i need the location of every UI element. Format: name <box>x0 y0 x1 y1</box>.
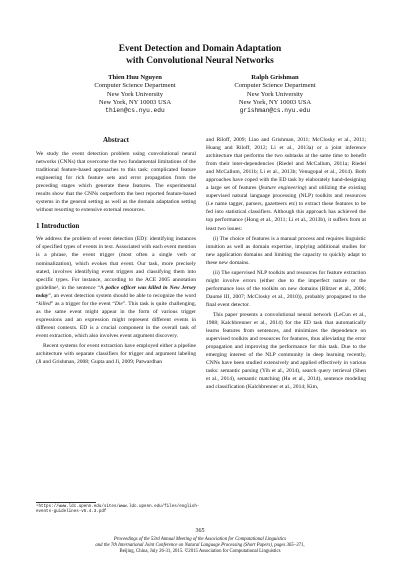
right-paragraph-3: (ii) The supervised NLP toolkits and resources for feature extraction might involve errors (either due to the imperfect nature or the performance loss of the toolkits on new domains (Blitzer et al., 2006; Daumé III, 2007; McClosky et al., 2010)), probably propagated to the final event detector. <box>206 269 366 308</box>
intro-paragraph-1: We address the problem of event detection (ED): identifying instances of specified types of events in text. Associated with each event mention is a phrase, the event trigger (most often a single verb or nominalization), which evokes that event. Our task, more precisely stated, involves identifying event triggers and classifying them into specific types. For instance, according to the ACE 2005 annotation guideline¹, in the sentence “A police officer was killed in New Jersey today”, an event detection system should be able to recognize the word “killed” as a trigger for the event “Die”. This task is quite challenging, as the same event might appear in the form of various trigger expressions and an expression might represent different events in different contexts. ED is a crucial component in the overall task of event extraction, which also involves event argument discovery. <box>36 236 197 339</box>
author-univ: New York University <box>106 90 164 98</box>
proceedings-line-3: Beijing, China, July 26-31, 2015. ©2015 Association for Computational Linguistics <box>119 549 281 554</box>
page-number: 365 <box>195 528 205 534</box>
right-column <box>206 136 366 391</box>
author-univ: New York University <box>246 90 304 98</box>
author-dept: Computer Science Department <box>94 82 176 90</box>
proceedings-line-1: Proceedings of the 53rd Annual Meeting of the Association for Computational Linguistics <box>113 537 287 542</box>
right-paragraph-1: and Riloff, 2009; Liao and Grishman, 2011; McClosky et al., 2011; Huang and Riloff, 2012; Li et al., 2013a) or a joint inference architecture that performs the two subtasks at the same time to benefit from their inter-dependencies (Riedel and McCallum, 2011a; Riedel and McCallum, 2011b; Li et al., 2013b; Venugopal et al., 2014). Both approaches have coped with the ED task by elaborately hand-designing a large set of features (feature engineering) and utilizing the existing supervised natural language processing (NLP) toolkits and resources (i.e name tagger, parsers, gazetteers etc) to extract these features to be fed into statistical classifiers. Although this approach has achieved the top performance (Hong et al., 2011; Li et al., 2013b), it suffers from at least two issues: <box>206 137 366 232</box>
proceedings-line-2: and the 7th International Joint Conference on Natural Language Processing (Short Papers), pages 365–371, <box>95 543 305 548</box>
abstract-text: We study the event detection problem using convolutional neural networks (CNNs) that overcome the two fundamental limitations of the traditional feature-based approaches to this task: complicated feature engineering for rich feature sets and error propagation from the preceding stages which generate these features. The experimental results show that the CNNs outperform the best reported feature-based systems in the general setting as well as the domain adaptation setting without resorting to extensive external resources. <box>36 151 196 214</box>
footnote-rule <box>36 502 96 503</box>
title-line-2: with Convolutional Neural Networks <box>126 55 274 66</box>
abstract-heading: Abstract <box>102 136 130 144</box>
footnote-url: ¹https://www.ldc.upenn.edu/sites/www.ldc.upenn.edu/files/english-events-guidelines-v5.4.3.pdf <box>36 505 200 515</box>
author-city: New York, NY 10003 USA <box>98 98 172 106</box>
author-name: Thien Huu Nguyen <box>108 74 162 81</box>
left-column <box>36 136 196 366</box>
author-dept: Computer Science Department <box>234 82 316 90</box>
author-email: thien@cs.nyu.edu <box>105 107 165 115</box>
right-paragraph-2: (i) The choice of features is a manual process and requires linguistic intuition as well as domain expertise, implying additional studies for new application domains and limiting the capacity to quickly adapt to these new domains. <box>206 235 366 266</box>
intro-paragraph-2: Recent systems for event extraction have employed either a pipeline architecture with separate classifiers for trigger and argument labeling (Ji and Grishman, 2008; Gupta and Ji, 2009; Patwardhan <box>36 342 196 366</box>
author-email: grishman@cs.nyu.edu <box>239 107 311 115</box>
title-line-1: Event Detection and Domain Adaptation <box>118 44 282 54</box>
author-block-2 <box>200 74 350 115</box>
author-block-1 <box>60 74 210 115</box>
proceedings-footer <box>20 537 380 555</box>
paper-title <box>0 44 400 67</box>
author-city: New York, NY 10003 USA <box>238 98 312 106</box>
section-heading-introduction: 1 Introduction <box>36 222 80 231</box>
right-paragraph-4: This paper presents a convolutional neural network (LeCun et al., 1988; Kalchbrenner et al., 2014) for the ED task that automatically learns features from sentences, and minimizes the dependence on supervised toolkits and resources for features, thus alleviating the error propagation and improving the performance for this task. Due to the emerging interest of the NLP community in deep learning recently, CNNs have been studied extensively and applied effectively in various tasks: semantic parsing (Yih et al., 2014), search query retrieval (Shen et al., 2014), semantic matching (Hu et al., 2014), sentence modeling and classification (Kalchbrenner et al., 2014; Kim, <box>206 311 366 391</box>
author-name: Ralph Grishman <box>251 74 299 81</box>
